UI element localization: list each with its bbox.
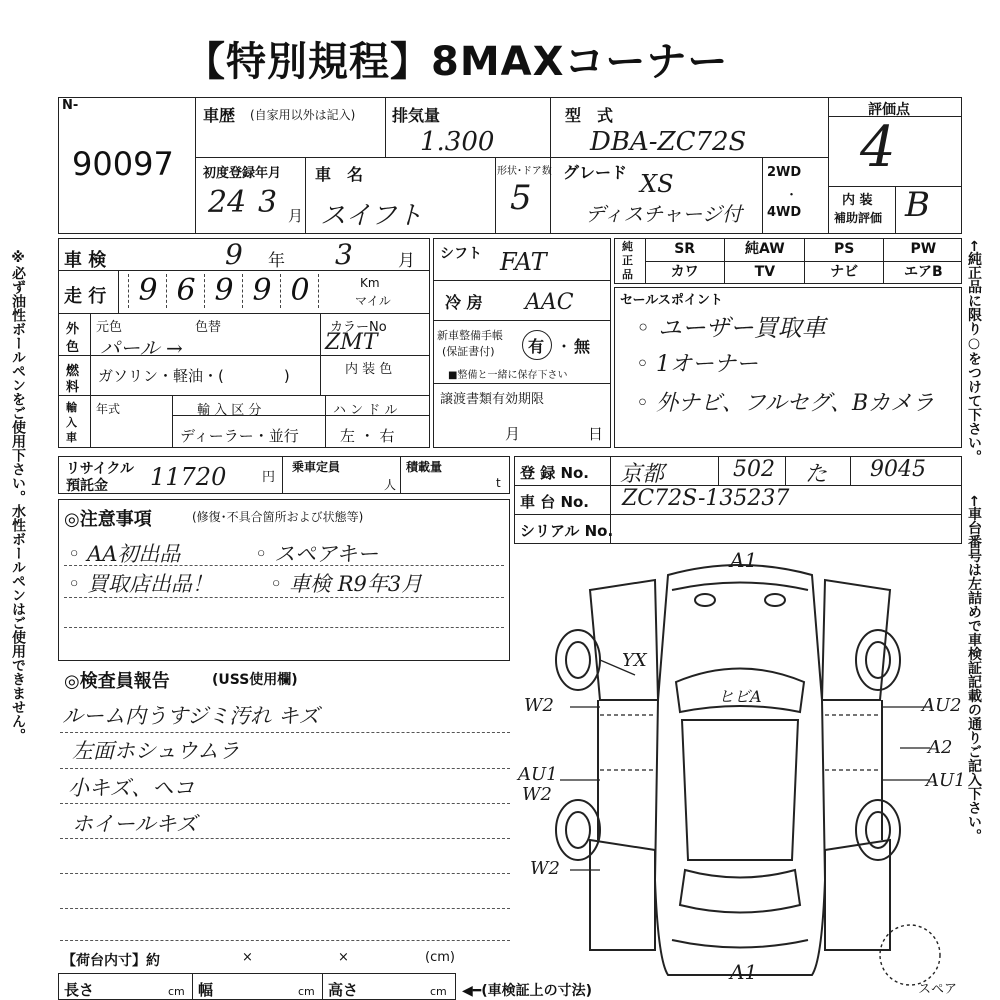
interior-label-1: 内 装 — [842, 193, 873, 208]
caution-line: ◦ 買取店出品！ — [68, 572, 214, 596]
equipment-row-2 — [645, 261, 962, 284]
score-value: 4 — [860, 115, 896, 180]
cargo-length-unit: cm — [168, 985, 185, 998]
diagram-left-mark: W2 — [522, 784, 552, 805]
pen-note-vertical: ※必ず油性ボールペンをご使用下さい。水性ボールペンはご使用できません。 — [10, 250, 26, 742]
import-label-2: 入 — [66, 416, 77, 429]
inspector-line: 左面ホシュウムラ — [72, 739, 240, 763]
model-label: 型 式 — [565, 106, 614, 125]
cargo-height-label: 高さ — [328, 981, 359, 999]
genuine-note-vertical: ←純正品に限り○をつけて下さい。 — [966, 240, 982, 464]
fuel-value: ガソリン・軽油・( ) — [98, 367, 290, 385]
inspector-label: ◎検査員報告 — [64, 671, 170, 692]
mileage-digit: 9 — [204, 274, 243, 308]
mile-unit: マイル — [355, 294, 391, 308]
n-label: N- — [62, 98, 79, 113]
diagram-left-mark: AU1 — [518, 764, 558, 785]
manual-label-1: 新車整備手帳 — [437, 329, 503, 342]
grade-value-1: XS — [640, 170, 674, 198]
import-category-label: 輸 入 区 分 — [197, 403, 262, 418]
transfer-month: 月 — [505, 425, 521, 443]
car-body-outline — [655, 565, 825, 975]
pure-label-3: 品 — [622, 268, 633, 281]
grade-label: グレード — [563, 163, 628, 182]
reg-value-number: 9045 — [870, 457, 926, 482]
handle-label: ハ ン ド ル — [333, 403, 398, 418]
manual-label-2: (保証書付) — [442, 345, 495, 358]
wheel-rear-right — [856, 800, 900, 860]
import-year-label: 年式 — [96, 402, 121, 416]
shift-value: FAT — [500, 248, 547, 276]
equipment-item: カワ — [670, 264, 699, 280]
displacement-label: 排気量 — [392, 106, 441, 125]
model-value: DBA-ZC72S — [590, 127, 747, 157]
exterior-label-2: 色 — [66, 340, 80, 355]
page-title: 【特別規程】8MAXコーナー — [185, 39, 729, 85]
equipment-item: TV — [724, 261, 804, 284]
pure-label-1: 純 — [622, 240, 633, 253]
inspector-line: ホイールキズ — [72, 812, 198, 836]
inspector-line: 小キズ、ヘコ — [68, 776, 195, 800]
import-category-value: ディーラー・並行 — [180, 427, 299, 445]
interior-value: B — [905, 185, 930, 225]
shaken-month-unit: 月 — [398, 251, 415, 271]
wheel-rear-left — [556, 800, 600, 860]
repaint-label: 色替 — [195, 320, 222, 335]
car-name-label: 車 名 — [315, 165, 364, 184]
drive-dot: ・ — [785, 188, 799, 203]
equipment-item: PW — [883, 238, 963, 261]
mileage-label: 走 行 — [64, 286, 107, 307]
equipment-item: エアB — [883, 261, 963, 284]
diagram-right-mark: AU1 — [926, 770, 966, 791]
cargo-width-label: 幅 — [198, 981, 214, 999]
chassis-note-vertical: ←車台番号は左詰めで車検証記載の通りご記入下さい。 — [966, 495, 982, 843]
cargo-note: ◀━(車検証上の寸法) — [462, 983, 592, 999]
cargo-cm: (cm) — [425, 950, 455, 965]
recycle-value: 11720 — [150, 463, 227, 491]
diagram-left-mark: W2 — [524, 695, 554, 716]
equipment-item: PS — [804, 238, 884, 261]
mileage-digit: 0 — [280, 274, 319, 308]
score-label: 評価点 — [868, 102, 910, 118]
shaken-year: 9 — [225, 238, 243, 271]
caution-line: ◦ 車検 R9年3月 — [270, 572, 423, 596]
cargo-height-unit: cm — [430, 985, 447, 998]
sales-point-item: ◦ ユーザー買取車 — [636, 314, 826, 342]
n-number: 90097 — [72, 145, 174, 183]
shaken-month: 3 — [335, 238, 353, 271]
shaken-label: 車 検 — [64, 250, 107, 271]
manual-note: ■整備と一緒に保存下さい — [448, 370, 568, 381]
reg-value-area: 京都 — [620, 462, 665, 487]
recycle-label-1: リサイクル — [66, 461, 135, 477]
cargo-frame — [58, 973, 456, 1000]
sales-point-label: セールスポイント — [620, 293, 723, 308]
drive-2wd: 2WD — [767, 165, 802, 180]
serial-label: シリアル No. — [520, 522, 614, 540]
diagram-top-marker: A1 — [730, 548, 758, 572]
capacity-unit: 人 — [384, 478, 397, 492]
diagram-left-mark: W2 — [530, 858, 560, 879]
fuel-label-2: 料 — [66, 380, 80, 395]
history-label: 車歴 — [203, 106, 236, 125]
doors-value: 5 — [510, 178, 532, 218]
equipment-item: 純AW — [724, 238, 804, 261]
wheel-front-left — [556, 630, 600, 690]
recycle-label-2: 預託金 — [66, 478, 108, 494]
inspector-line: ルーム内うすジミ汚れ キズ — [62, 704, 320, 728]
load-unit: t — [496, 476, 501, 490]
diagram-yx: YX — [622, 650, 647, 671]
diagram-windshield: ヒビA — [718, 687, 762, 706]
aircon-label: 冷 房 — [445, 293, 483, 312]
orig-color-value: パール → — [100, 336, 183, 360]
mileage-digit: 9 — [242, 274, 281, 308]
inspector-note: (USS使用欄) — [212, 672, 298, 688]
first-reg-label: 初度登録年月 — [203, 166, 282, 181]
reg-label: 登 録 No. — [520, 464, 590, 482]
equipment-item: SR — [674, 241, 696, 257]
diagram-right-mark: AU2 — [922, 695, 962, 716]
chassis-value: ZC72S-135237 — [622, 486, 790, 511]
chassis-label: 車 台 No. — [520, 493, 590, 511]
mileage-digit: 9 — [128, 274, 167, 308]
equipment-item: ナビ — [804, 261, 884, 284]
caution-label: ◎注意事項 — [64, 509, 152, 530]
manual-yes: 有 — [528, 337, 545, 356]
fuel-label-1: 燃 — [66, 364, 80, 379]
diagram-right-mark: A2 — [928, 737, 953, 758]
caution-note: (修復･不具合箇所および状態等) — [192, 510, 364, 524]
cargo-length-label: 長さ — [64, 981, 95, 999]
caution-line: ◦ AA初出品 — [68, 542, 181, 566]
transfer-label: 譲渡書類有効期限 — [440, 392, 545, 407]
spare-tire — [880, 925, 940, 985]
caution-line: ◦ スペアキー — [255, 542, 379, 566]
reg-value-class: 502 — [733, 457, 775, 482]
displacement-value: 1.300 — [420, 127, 495, 157]
first-reg-month-unit: 月 — [288, 207, 304, 225]
first-reg-year: 24 — [208, 185, 247, 220]
cargo-width-unit: cm — [298, 985, 315, 998]
aircon-value: AAC — [525, 290, 574, 315]
history-note: (自家用以外は記入) — [250, 108, 356, 122]
import-label-1: 輸 — [66, 401, 77, 414]
car-name-value: スイフト — [320, 201, 423, 231]
mileage-digit: 6 — [166, 274, 205, 308]
exterior-label-1: 外 — [66, 322, 80, 337]
sales-point-item: ◦ 外ナビ、フルセグ、Bカメラ — [636, 391, 935, 416]
interior-color-label: 内 装 色 — [345, 362, 393, 377]
interior-label-2: 補助評価 — [834, 211, 883, 225]
recycle-unit: 円 — [262, 470, 276, 485]
shaken-year-unit: 年 — [268, 251, 285, 271]
grade-value-2: ディスチャージ付 — [585, 202, 742, 226]
sales-point-item: ◦ 1オーナー — [636, 352, 758, 377]
manual-no: 無 — [574, 337, 591, 356]
pure-label-2: 正 — [622, 254, 633, 267]
orig-color-label: 元色 — [96, 320, 123, 335]
color-no-value: ZMT — [325, 330, 378, 355]
wheel-front-right — [856, 630, 900, 690]
mileage-cells — [128, 274, 356, 310]
transfer-day: 日 — [588, 425, 604, 443]
capacity-label: 乗車定員 — [292, 460, 341, 474]
first-reg-month: 3 — [258, 185, 278, 220]
km-unit: Km — [360, 276, 380, 290]
diagram-bottom-marker: A1 — [730, 960, 758, 984]
spare-label: スペア — [918, 982, 958, 997]
equipment-row-1 — [645, 238, 962, 261]
cargo-x2: × — [338, 950, 349, 965]
doors-label: 形状･ドア数 — [497, 166, 552, 177]
handle-value: 左 ・ 右 — [340, 427, 395, 445]
color-no-label: カラーNo — [330, 320, 387, 335]
cargo-x1: × — [242, 950, 253, 965]
drive-4wd: 4WD — [767, 205, 802, 220]
reg-value-kana: た — [805, 462, 828, 487]
load-label: 積載量 — [406, 460, 443, 474]
shift-label: シフト — [440, 246, 482, 262]
cargo-label: 【荷台内寸】約 — [62, 953, 160, 969]
manual-sep: ・ — [556, 337, 573, 356]
import-label-3: 車 — [66, 431, 77, 444]
